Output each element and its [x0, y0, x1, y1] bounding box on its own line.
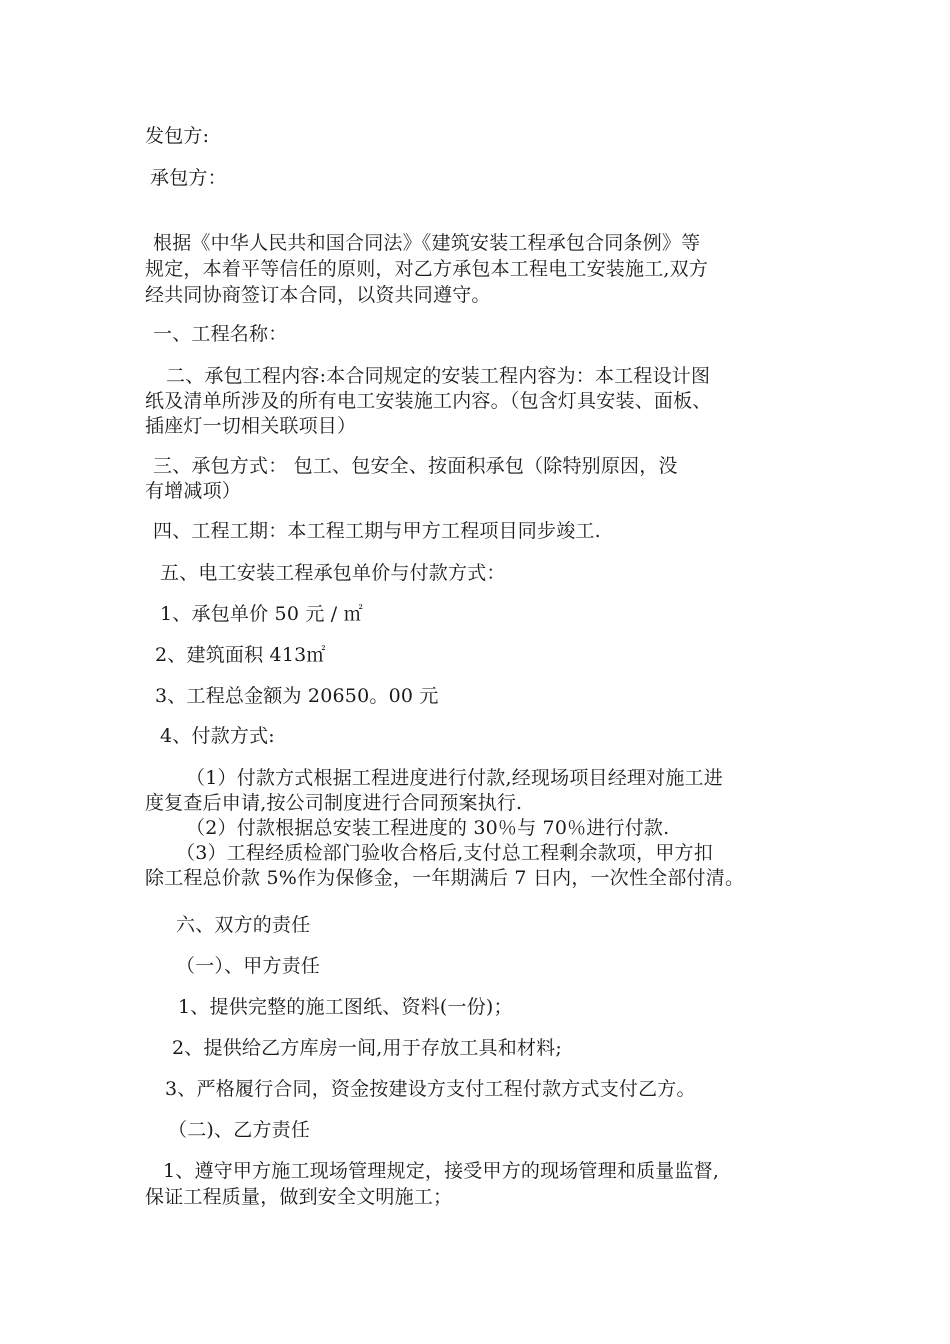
preamble-line-1: 根据《中华人民共和国合同法》《建筑安装工程承包合同条例》等: [153, 232, 701, 254]
section-5-unit-price: 1、承包单价 50 元 / ㎡: [160, 603, 363, 625]
payment-item-2: （2）付款根据总安装工程进度的 30％与 70％进行付款.: [186, 817, 670, 839]
payment-item-3-line-2: 除工程总价款 5%作为保修金，一年期满后 7 日内，一次性全部付清。: [145, 867, 745, 889]
preamble-line-3: 经共同协商签订本合同，以资共同遵守。: [145, 284, 491, 306]
section-2-line-1: 二、承包工程内容:本合同规定的安装工程内容为：本工程设计图: [166, 365, 711, 387]
party-b-item-1-line-2: 保证工程质量，做到安全文明施工；: [145, 1186, 453, 1208]
payment-item-1-line-1: （1）付款方式根据工程进度进行付款,经现场项目经理对施工进: [186, 767, 723, 789]
party-b-item-1-line-1: 1、遵守甲方施工现场管理规定，接受甲方的现场管理和质量监督,: [163, 1160, 720, 1182]
payment-item-3-line-1: （3）工程经质检部门验收合格后,支付总工程剩余款项，甲方扣: [176, 842, 713, 864]
section-6-title: 六、双方的责任: [176, 914, 311, 936]
section-4-duration: 四、工程工期：本工程工期与甲方工程项目同步竣工.: [153, 520, 601, 542]
party-a-title: （一）、甲方责任: [176, 955, 321, 977]
section-3-line-1: 三、承包方式： 包工、包安全、按面积承包（除特别原因，没: [153, 455, 678, 477]
payment-item-1-line-2: 度复查后申请,按公司制度进行合同预案执行.: [145, 792, 523, 814]
section-3-line-2: 有增减项）: [145, 480, 242, 502]
party-b-title: （二)、乙方责任: [168, 1119, 311, 1141]
section-1-project-name: 一、工程名称：: [153, 323, 288, 345]
party-a-item-2: 2、提供给乙方库房一间,用于存放工具和材料;: [172, 1037, 562, 1059]
section-2-line-3: 插座灯一切相关联项目）: [145, 415, 357, 437]
preamble-line-2: 规定，本着平等信任的原则，对乙方承包本工程电工安装施工,双方: [145, 258, 709, 280]
section-5-total: 3、工程总金额为 20650。00 元: [155, 685, 439, 707]
employer-label: 发包方:: [145, 125, 210, 147]
section-5-title: 五、电工安装工程承包单价与付款方式：: [160, 562, 506, 584]
section-5-payment-title: 4、付款方式:: [160, 725, 275, 747]
party-a-item-1: 1、提供完整的施工图纸、资料(一份)；: [178, 996, 513, 1018]
section-2-line-2: 纸及清单所涉及的所有电工安装施工内容。（包含灯具安装、面板、: [145, 390, 712, 412]
contractor-label: 承包方：: [150, 167, 227, 189]
party-a-item-3: 3、严格履行合同，资金按建设方支付工程付款方式支付乙方。: [165, 1078, 696, 1100]
section-5-area: 2、建筑面积 413㎡: [155, 644, 326, 666]
